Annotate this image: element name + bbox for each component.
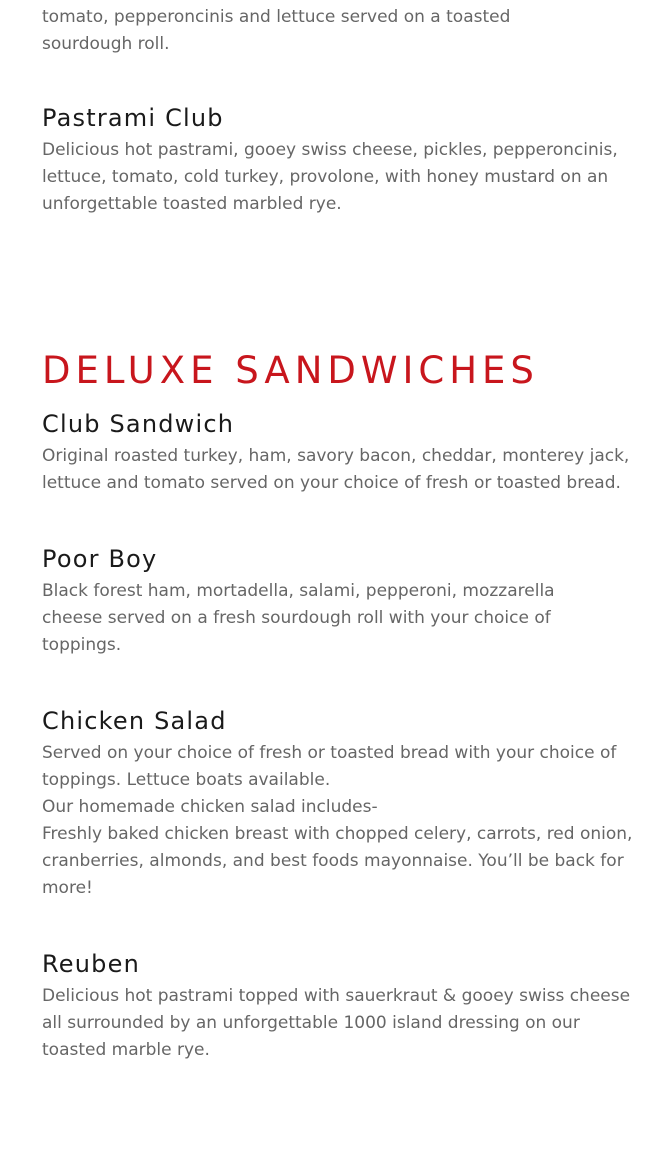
item-description-3: Freshly baked chicken breast with chopped celery, carrots, red onion, cranberries, almonds, and best foods mayonnaise. You’ll be back for more! (42, 824, 633, 898)
previous-item-description (42, 0, 634, 58)
section-title: DELUXE SANDWICHES (42, 349, 539, 392)
menu-item-club-sandwich (42, 407, 634, 497)
item-title: Chicken Salad (42, 707, 227, 735)
item-title: Club Sandwich (42, 410, 235, 438)
item-title: Poor Boy (42, 545, 158, 573)
previous-item (42, 0, 634, 58)
menu-item-chicken-salad (42, 704, 634, 902)
item-title: Reuben (42, 950, 140, 978)
menu-item-pastrami-club (42, 101, 634, 218)
item-description-1: Served on your choice of fresh or toasted bread with your choice of toppings. Lettuce boats available. (42, 743, 617, 790)
item-title: Pastrami Club (42, 104, 224, 132)
menu-item-reuben (42, 947, 634, 1064)
section-deluxe-sandwiches (42, 349, 634, 1064)
previous-item-line-2: tomato, pepperoncinis and lettuce served on a toasted (42, 7, 511, 27)
previous-item-line-3: sourdough roll. (42, 34, 170, 54)
menu-item-poor-boy (42, 542, 634, 659)
item-description: Original roasted turkey, ham, savory bacon, cheddar, monterey jack, lettuce and tomato served on your choice of fresh or toasted bread. (42, 446, 630, 493)
item-description: Black forest ham, mortadella, salami, pepperoni, mozzarella cheese served on a fresh sourdough roll with your choice of toppings. (42, 581, 555, 655)
item-description-2: Our homemade chicken salad includes- (42, 797, 378, 817)
item-description: Delicious hot pastrami, gooey swiss cheese, pickles, pepperoncinis, lettuce, tomato, cold turkey, provolone, with honey mustard on an unforgettable toasted marbled rye. (42, 140, 618, 214)
item-description: Delicious hot pastrami topped with sauerkraut & gooey swiss cheese all surrounded by an unforgettable 1000 island dressing on our toasted marble rye. (42, 986, 631, 1060)
menu-page (42, 0, 634, 1064)
